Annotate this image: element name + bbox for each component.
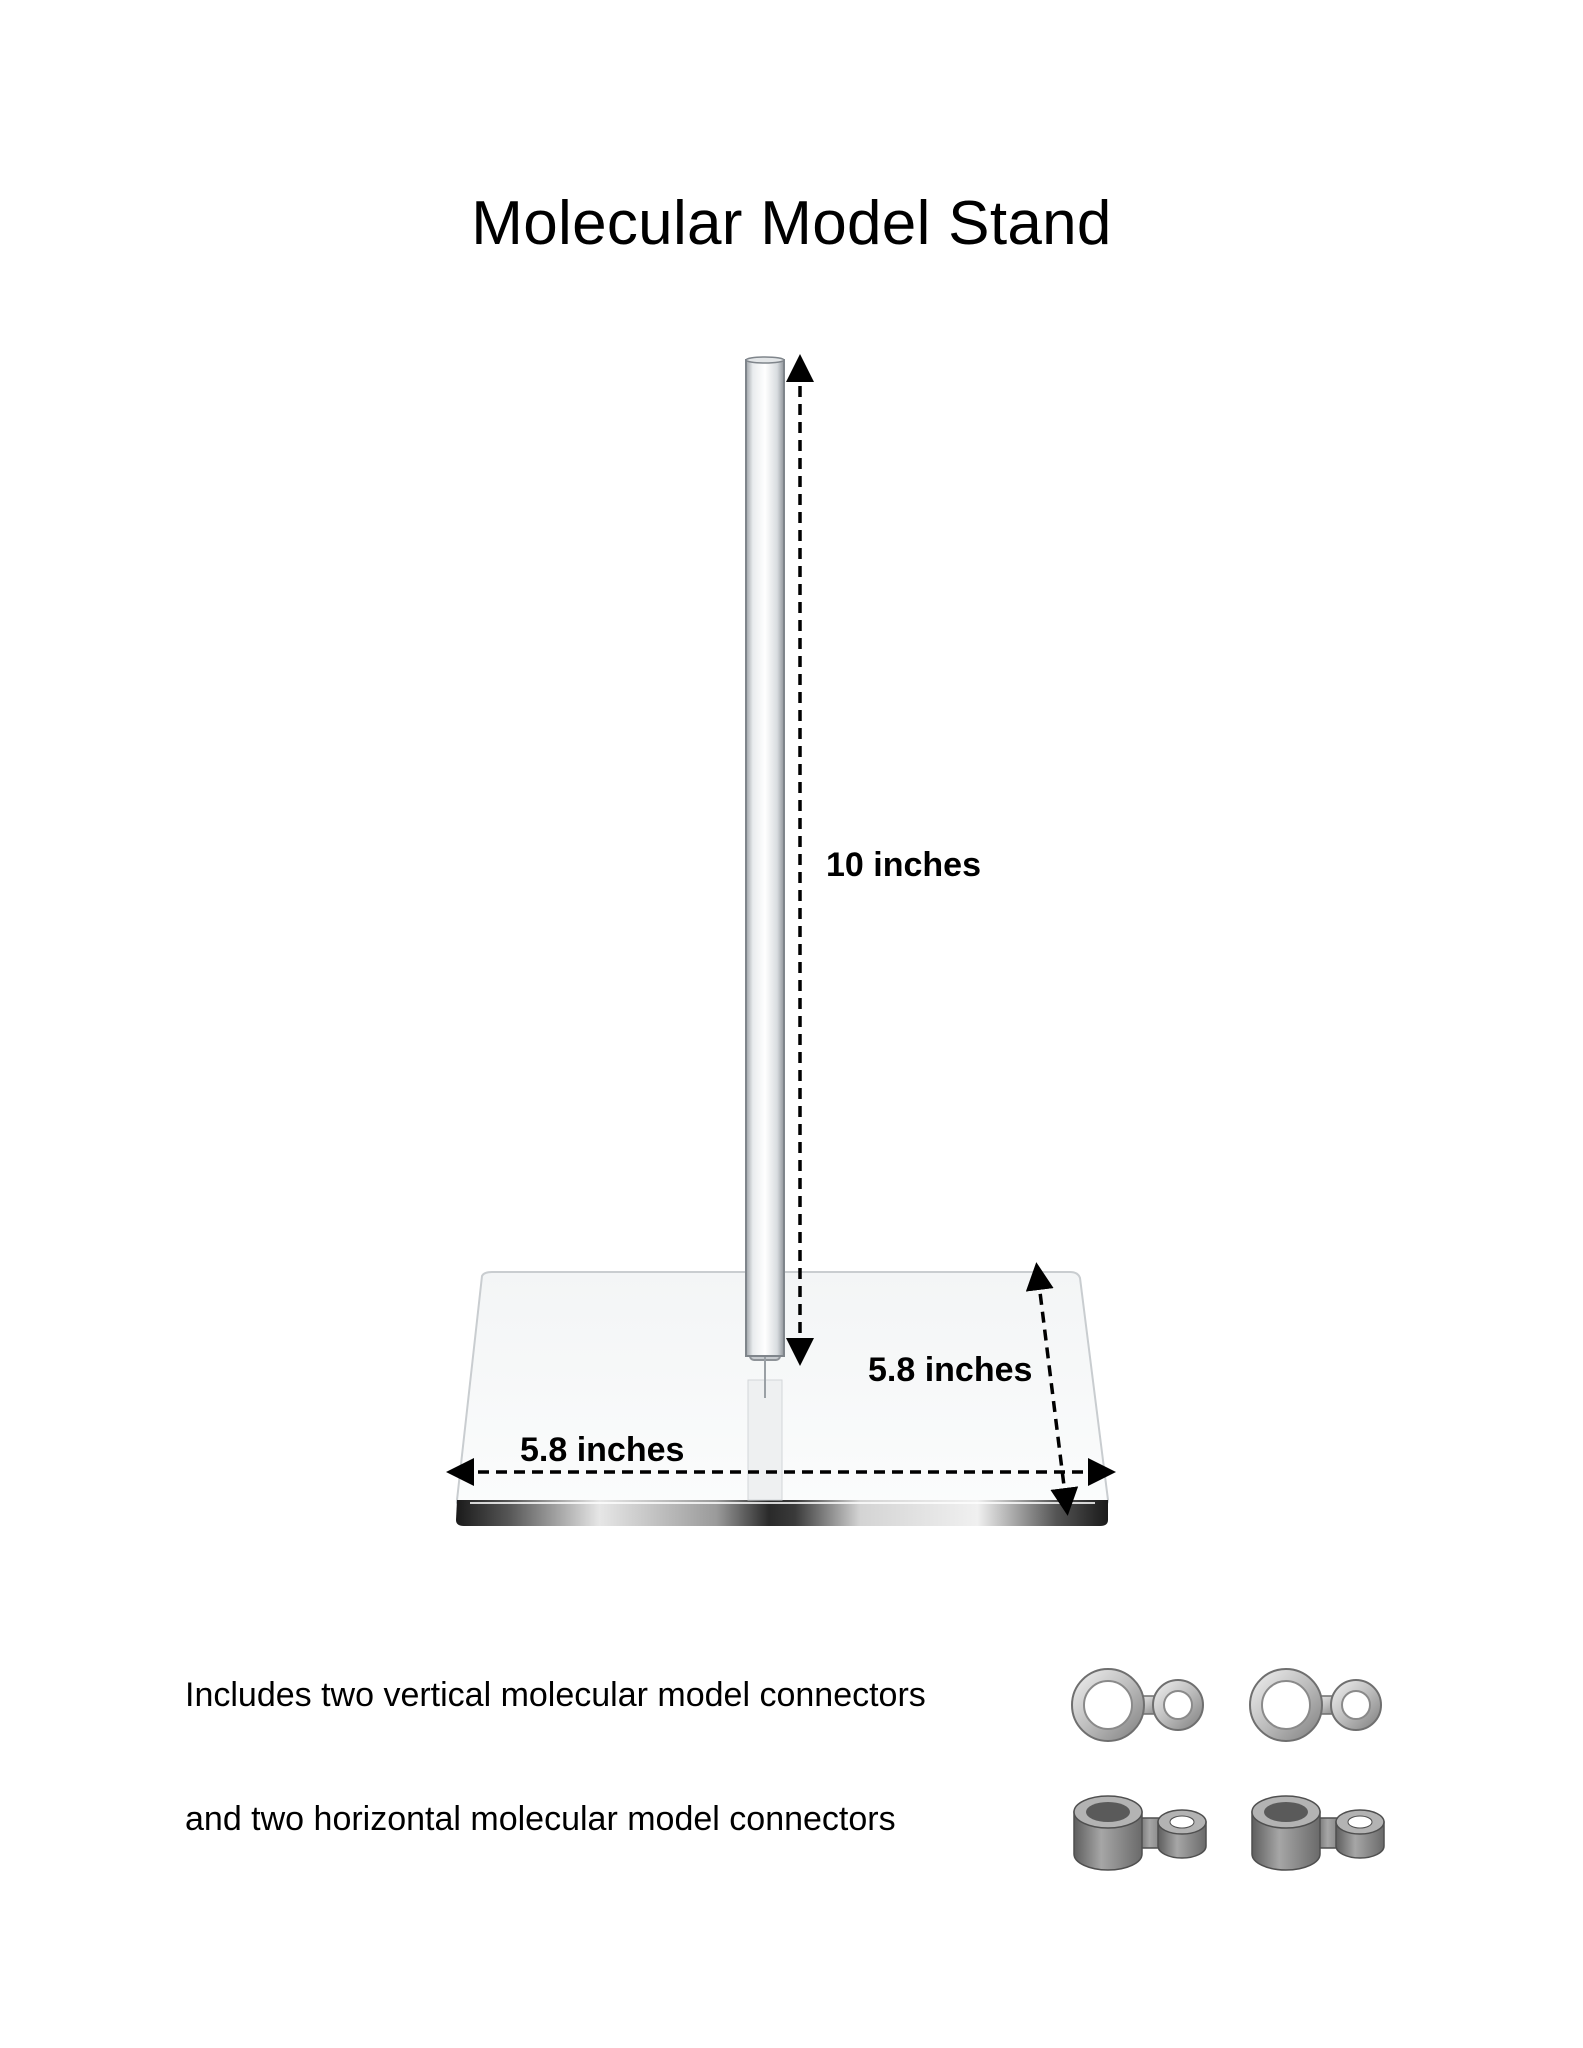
page-title: Molecular Model Stand xyxy=(471,189,1112,258)
horizontal-connector xyxy=(1244,1782,1389,1877)
vertical-connector xyxy=(1244,1660,1389,1750)
width-dimension-label: 5.8 inches xyxy=(520,1431,685,1469)
height-dimension-label: 10 inches xyxy=(826,846,981,884)
horizontal-connectors-caption: and two horizontal molecular model connectors xyxy=(185,1800,896,1838)
stand-rod xyxy=(746,357,784,1356)
depth-dimension-label: 5.8 inches xyxy=(868,1351,1033,1389)
vertical-connectors-caption: Includes two vertical molecular model connectors xyxy=(185,1676,926,1714)
horizontal-connector xyxy=(1066,1782,1211,1877)
vertical-connector xyxy=(1066,1660,1211,1750)
